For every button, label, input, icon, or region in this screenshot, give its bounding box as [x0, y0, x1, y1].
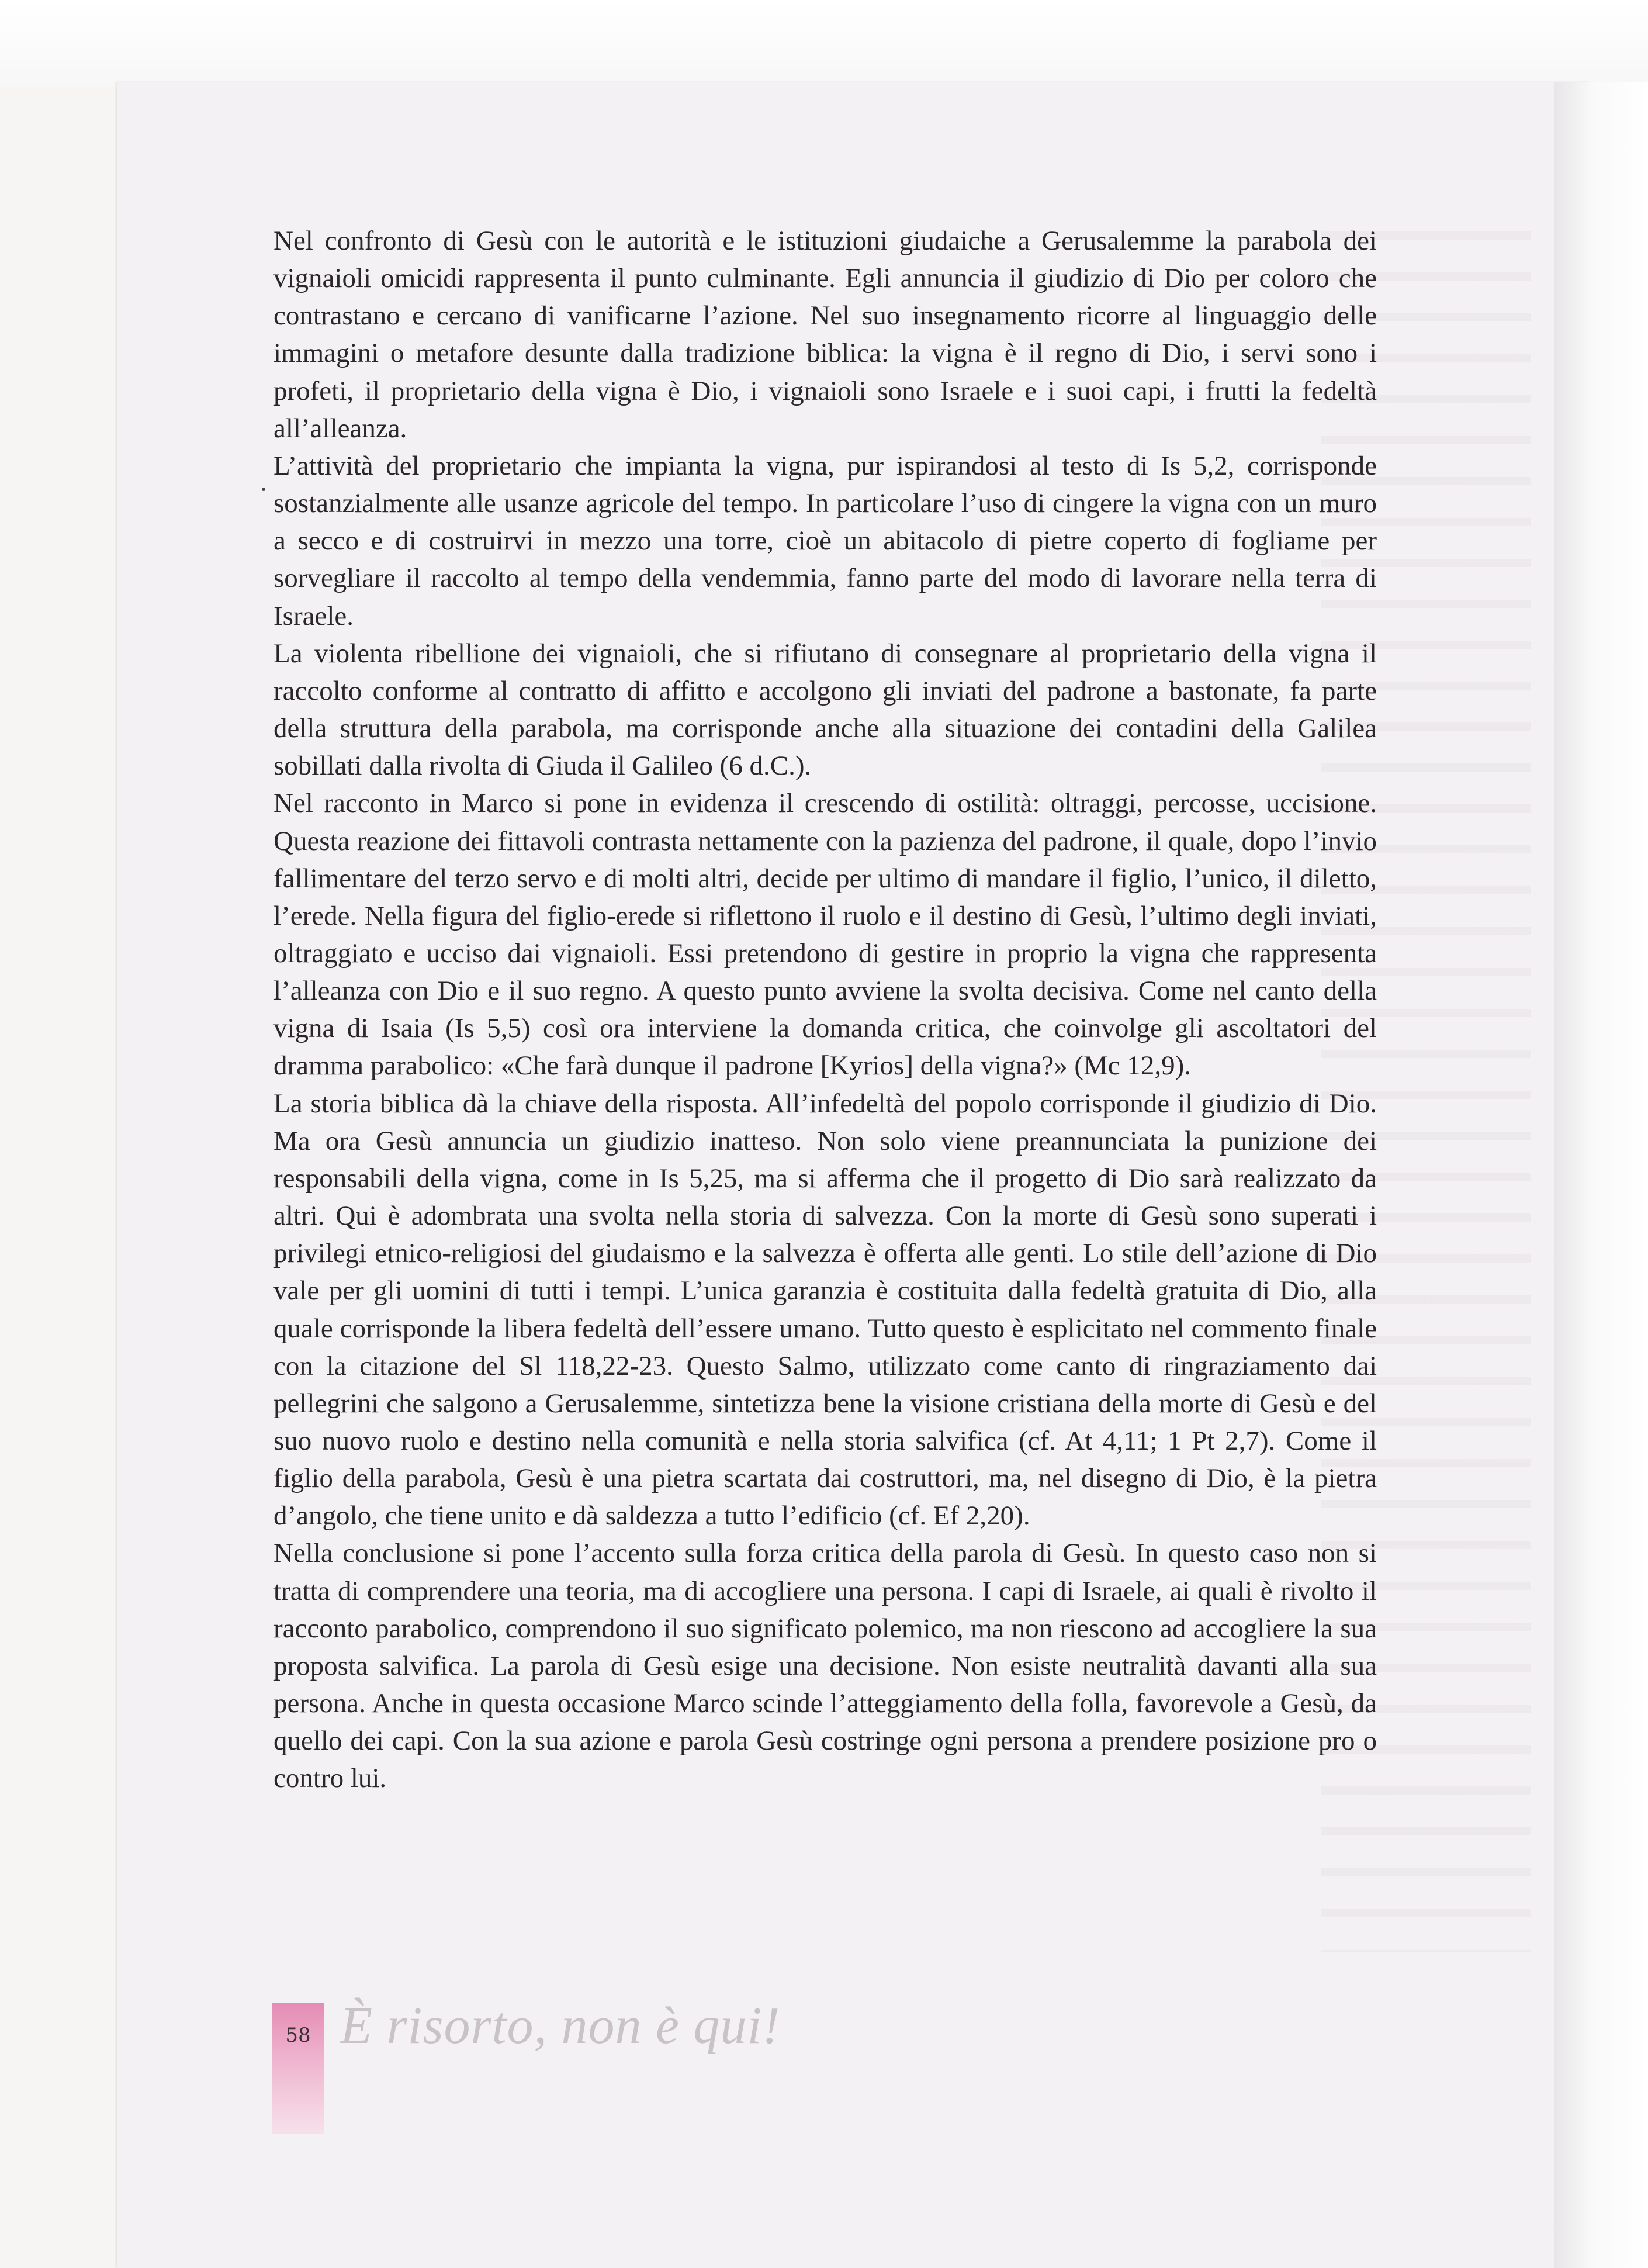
- paragraph-1: Nel confronto di Gesù con le autorità e le istituzioni giudaiche a Gerusalemme la parabola dei vignaioli omicidi rappresenta il punto culminante. Egli annuncia il giudizio di Dio per coloro che contrastano e cercano di vanificarne l’azione. Nel suo insegnamento ricorre al linguaggio delle immagini o metafore desunte dalla tradizione biblica: la vigna è il regno di Dio, i servi sono i profeti, il proprietario della vigna è Dio, i vignaioli sono Israele e i suoi capi, i frutti la fedeltà all’alleanza.: [273, 226, 1377, 444]
- running-title: È risorto, non è qui!: [340, 1997, 781, 2055]
- paragraph-4: Nel racconto in Marco si pone in evidenza il crescendo di ostilità: oltraggi, percosse, uccisione. Questa reazione dei fittavoli contrasta nettamente con la pazienza del padrone, il quale, dopo l’invio fallimentare del terzo servo e di molti altri, decide per ultimo di mandare il figlio, l’unico, il diletto, l’erede. Nella figura del figlio-erede si riflettono il ruolo e il destino di Gesù, l’ultimo degli inviati, oltraggiato e ucciso dai vignaioli. Essi pretendono di gestire in proprio la vigna che rappresenta l’alleanza con Dio e il suo regno. A questo punto avviene la svolta decisiva. Come nel canto della vigna di Isaia (Is 5,5) così ora interviene la domanda critica, che coinvolge gli ascoltatori del dramma parabolico: «Che farà dunque il padrone [Kyrios] della vigna?» (Mc 12,9).: [273, 788, 1377, 1081]
- paragraph-6: Nella conclusione si pone l’accento sulla forza critica della parola di Gesù. In questo caso non si tratta di comprendere una teoria, ma di accogliere una persona. I capi di Israele, ai quali è rivolto il racconto parabolico, comprendono il suo significato polemico, ma non riescono ad accogliere la sua proposta salvifica. La parola di Gesù esige una decisione. Non esiste neutralità davanti alla sua persona. Anche in questa occasione Marco scinde l’atteggiamento della folla, favorevole a Gesù, da quello dei capi. Con la sua azione e parola Gesù costringe ogni persona a prendere posizione pro o contro lui.: [273, 1538, 1377, 1794]
- page-number-tab: [272, 2003, 324, 2134]
- body-text: [273, 222, 1377, 1797]
- scan-background: [0, 0, 1648, 87]
- page-edge: [1554, 82, 1648, 2268]
- page-number: 58: [285, 2024, 311, 2047]
- margin-mark: [262, 488, 265, 491]
- paragraph-2: L’attività del proprietario che impianta la vigna, pur ispirandosi al testo di Is 5,2, corrisponde sostanzialmente alle usanze agricole del tempo. In particolare l’uso di cingere la vigna con un muro a secco e di costruirvi in mezzo una torre, cioè un abitacolo di pietre coperto di fogliame per sorvegliare il raccolto al tempo della vendemmia, fanno parte del modo di lavorare nella terra di Israele.: [273, 450, 1377, 631]
- paragraph-5: La storia biblica dà la chiave della risposta. All’infedeltà del popolo corrisponde il giudizio di Dio. Ma ora Gesù annuncia un giudizio inatteso. Non solo viene preannunciata la punizione dei responsabili della vigna, come in Is 5,25, ma si afferma che il progetto di Dio sarà realizzato da altri. Qui è adombrata una svolta nella storia di salvezza. Con la morte di Gesù sono superati i privilegi etnico-religiosi del giudaismo e la salvezza è offerta alle genti. Lo stile dell’azione di Dio vale per gli uomini di tutti i tempi. L’unica garanzia è costituita dalla fedeltà gratuita di Dio, alla quale corrisponde la libera fedeltà dell’essere umano. Tutto questo è esplicitato nel commento finale con la citazione del Sl 118,22-23. Questo Salmo, utilizzato come canto di ringraziamento dai pellegrini che salgono a Gerusalemme, sintetizza bene la visione cristiana della morte di Gesù e del suo nuovo ruolo e destino nella comunità e nella storia salvifica (cf. At 4,11; 1 Pt 2,7). Come il figlio della parabola, Gesù è una pietra scartata dai costruttori, ma, nel disegno di Dio, è la pietra d’angolo, che tiene unito e dà saldezza a tutto l’edificio (cf. Ef 2,20).: [273, 1088, 1377, 1531]
- paragraph-3: La violenta ribellione dei vignaioli, che si rifiutano di consegnare al proprietario della vigna il raccolto conforme al contratto di affitto e accolgono gli inviati del padrone a bastonate, fa parte della struttura della parabola, ma corrisponde anche alla situazione dei contadini della Galilea sobillati dalla rivolta di Giuda il Galileo (6 d.C.).: [273, 638, 1377, 782]
